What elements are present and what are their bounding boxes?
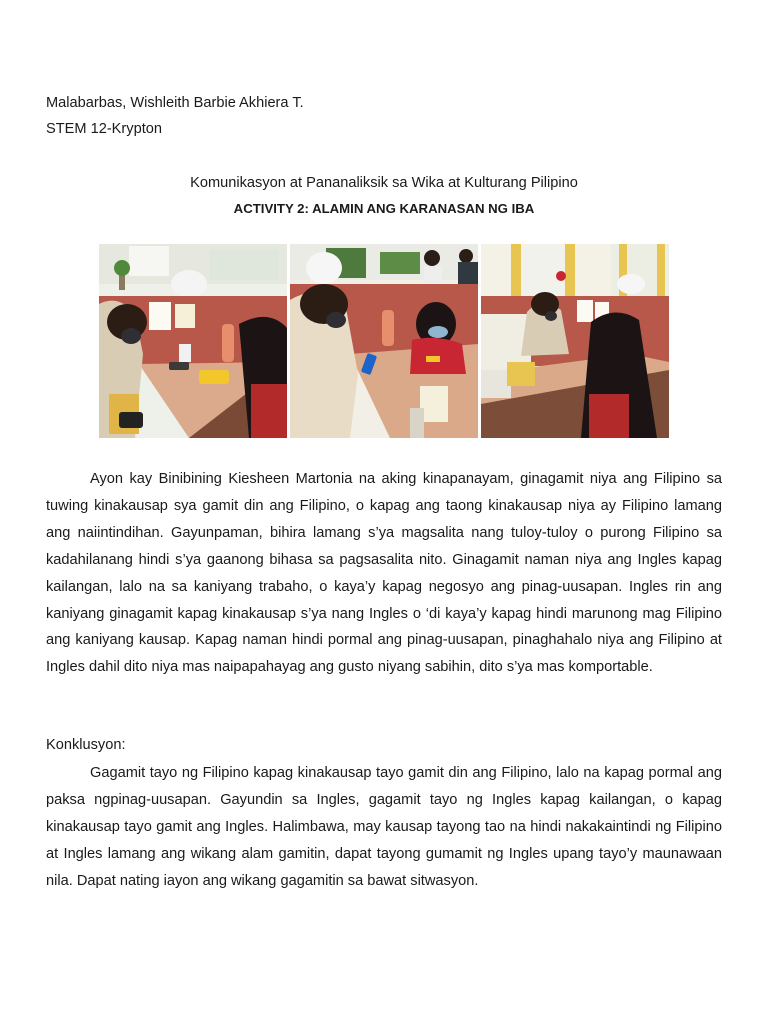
student-name: Malabarbas, Wishleith Barbie Akhiera T.	[46, 95, 304, 111]
conclusion-paragraph	[46, 760, 722, 895]
activity-title: ACTIVITY 2: ALAMIN ANG KARANASAN NG IBA	[233, 201, 535, 216]
student-section: STEM 12-Krypton	[46, 121, 162, 137]
conclusion-heading: Konklusyon:	[46, 737, 126, 753]
conclusion-text: Gagamit tayo ng Filipino kapag kinakausap tayo gamit din ang Filipino, lalo na kapag pormal ang paksa ngpinag-uusapan. Gayundin sa Ingles, gagamit tayo ng Ingles kapag kailangan, o kapag kinakausap tayo gamit ang Ingles. Halimbawa, may kausap tayong tao na hindi nakakaintindi ng Filipino at Ingles lamang ang wikang alam gamitin, dapat tayong gumamit ng Ingles upang tayo’y maunawaan nila. Dapat nating iayon ang wikang gagamitin sa bawat sitwasyon.	[46, 765, 722, 889]
interview-paragraph	[46, 466, 722, 681]
paragraph-text: Ayon kay Binibining Kiesheen Martonia na aking kinapanayam, ginagamit niya ang Filipino sa tuwing kinakausap sya gamit din ang Filipino, o kapag ang taong kinakausap niya ay Filipino lamang ang naiintindihan. Gayunpaman, bihira lamang s’ya magsalita nang tuloy-tuloy o purong Filipino sa kadahilanang hindi s’ya gaanong bihasa sa pagsasalita nito. Ginagamit naman niya ang Ingles kapag kailangan, lalo na sa kaniyang trabaho, o kaya’y kapag negosyo ang pinag-uusapan. Ingles rin ang kaniyang ginagamit kapag kinakausap s’ya nang Ingles o ‘di kaya’y kapag hindi marunong mag Filipino ang kaniyang kausap. Kapag naman hindi pormal ang pinag-uusapan, pinaghahalo niya ang Filipino at Ingles dahil dito niya mas naipapahayag ang gusto niyang sabihin, dito s’ya mas komportable.	[46, 471, 722, 676]
interview-photos	[99, 244, 669, 438]
subject-title: Komunikasyon at Pananaliksik sa Wika at Kulturang Pilipino	[190, 175, 578, 191]
interview-photo-3	[481, 244, 669, 438]
interview-photo-2	[290, 244, 478, 438]
interview-photo-1	[99, 244, 287, 438]
